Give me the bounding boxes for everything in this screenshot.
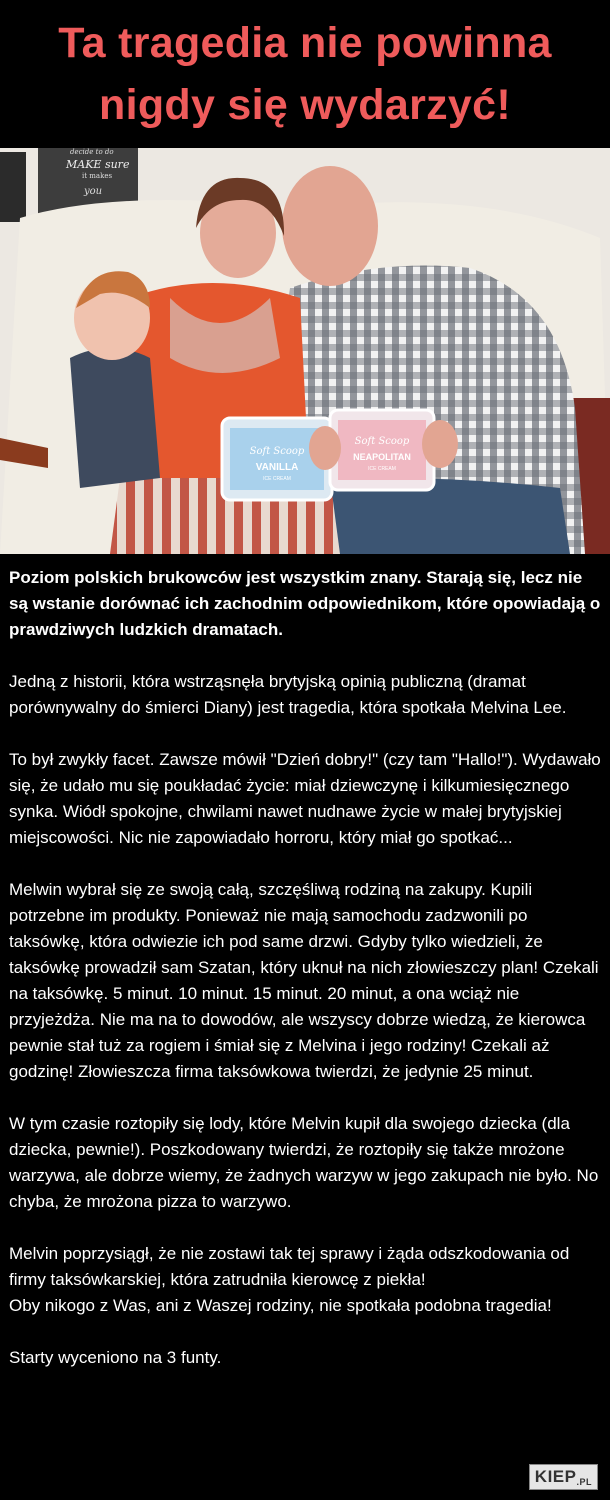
paragraph-2: To był zwykły facet. Zawsze mówił "Dzień dobry!" (czy tam "Hallo!"). Wydawało się, że udało mu się poukładać życie: miał dziewczynę i kilkumiesięcznego synka. Wiódł spokojne, chwilami nawet nudnawe życie w małej brytyjskiej miejscowości. Nic nie zapowiadało horroru, który miał go spotkać... bbox=[9, 750, 601, 847]
neapolitan-ice-cream-tub bbox=[330, 410, 434, 490]
paragraph-4: W tym czasie roztopiły się lody, które Melvin kupił dla swojego dziecka (dla dziecka, pewnie!). Poszkodowany twierdzi, że roztopiły się także mrożone warzywa, ale dobrze wiemy, że żadnych warzyw w jego zakupach nie było. No chyba, że mrożona pizza to warzywo. bbox=[9, 1114, 599, 1211]
photo-illustration bbox=[0, 148, 610, 554]
svg-text:Soft Scoop: Soft Scoop bbox=[354, 436, 410, 447]
headline bbox=[0, 0, 610, 148]
headline-line-1: Ta tragedia nie powinna bbox=[58, 19, 552, 67]
svg-text:decide to do: decide to do bbox=[70, 148, 114, 156]
man-head bbox=[282, 166, 378, 286]
headline-line-2: nigdy się wydarzyć! bbox=[99, 81, 511, 129]
svg-text:you: you bbox=[84, 186, 103, 197]
paragraph-3: Melwin wybrał się ze swoją całą, szczęśliwą rodziną na zakupy. Kupili potrzebne im produkty. Ponieważ nie mają samochodu zadzwonili po taksówkę, która odwiezie ich pod same drzwi. Gdyby tylko wiedzieli, że taksówkę prowadził sam Szatan, który uknuł na nich złowieszczy plan! Czekali na taksówkę. 5 minut. 10 minut. 15 minut. 20 minut, a ona wciąż nie przyjeżdża. Nie ma na to dowodów, ale wszyscy dobrze wiedzą, że kierowca pewnie stał tuż za rogiem i śmiał się z Melvina i jego rodziny! Czekali aż godzinę! Złowieszcza firma taksówkowa twierdzi, że jedynie 25 minut. bbox=[9, 880, 599, 1081]
lead-paragraph: Poziom polskich brukowców jest wszystkim znany. Starają się, lecz nie są wstanie dorównać ich zachodnim odpowiednikom, które opowiadają o prawdziwych ludzkich dramatach. bbox=[9, 568, 601, 639]
paragraph-5-line-2: Oby nikogo z Was, ani z Waszej rodziny, nie spotkała podobna tragedia! bbox=[9, 1296, 552, 1315]
logo-suffix: .PL bbox=[576, 1477, 592, 1487]
svg-text:ICE CREAM: ICE CREAM bbox=[368, 466, 396, 472]
paragraph-1: Jedną z historii, która wstrząsnęła brytyjską opinią publiczną (dramat porównywalny do śmierci Diany) jest tragedia, która spotkała Melvina Lee. bbox=[9, 672, 567, 717]
svg-text:NEAPOLITAN: NEAPOLITAN bbox=[353, 452, 411, 462]
paragraph-5 bbox=[9, 1241, 603, 1319]
picture-frame bbox=[0, 152, 26, 222]
svg-text:it makes: it makes bbox=[82, 172, 113, 180]
svg-text:ICE CREAM: ICE CREAM bbox=[263, 476, 291, 482]
article-body bbox=[9, 565, 603, 1397]
baby-body bbox=[70, 348, 160, 488]
paragraph-5-line-1: Melvin poprzysiągł, że nie zostawi tak tej sprawy i żąda odszkodowania od firmy taksówkarskiej, która zatrudniła kierowcę z piekła! bbox=[9, 1244, 570, 1289]
paragraph-6: Starty wyceniono na 3 funty. bbox=[9, 1348, 222, 1367]
logo-main: KIEP bbox=[534, 1467, 577, 1486]
svg-text:Soft Scoop: Soft Scoop bbox=[249, 446, 305, 457]
svg-text:VANILLA: VANILLA bbox=[255, 462, 299, 473]
svg-text:MAKE sure: MAKE sure bbox=[66, 158, 130, 171]
family-photo bbox=[0, 148, 610, 554]
kiep-logo bbox=[529, 1464, 598, 1490]
